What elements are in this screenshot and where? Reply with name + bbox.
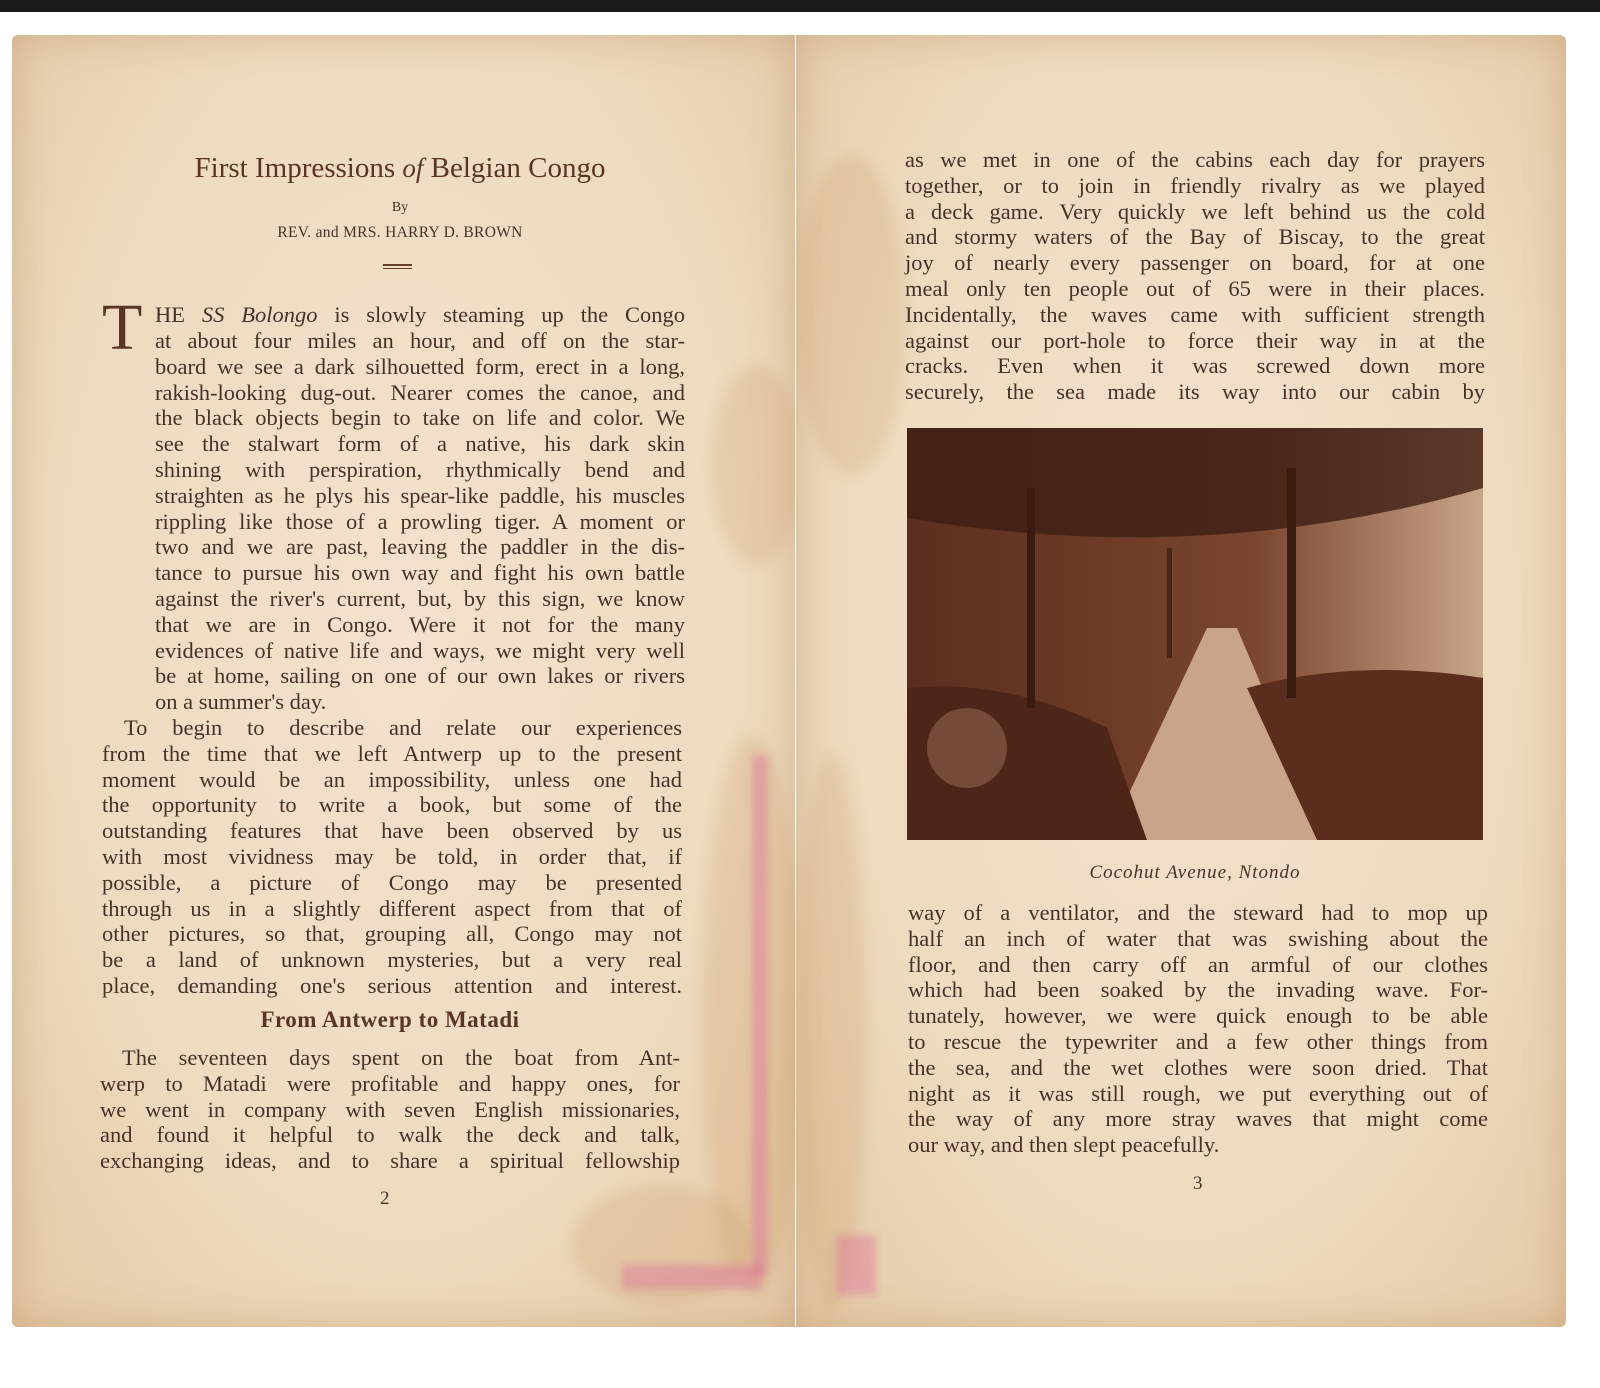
text-line: tance to pursue his own way and fight his own battle xyxy=(155,560,685,586)
title-text: Belgian Congo xyxy=(423,152,606,184)
text-line: on a summer's day. xyxy=(155,689,327,715)
paragraph-1 xyxy=(155,328,685,715)
text-line: straighten as he plys his spear-like paddle, his muscles xyxy=(155,482,685,508)
text-line: rakish-looking dug-out. Nearer comes the canoe, and xyxy=(155,379,685,405)
text-line: exchanging ideas, and to share a spiritual fellowship xyxy=(100,1148,680,1174)
text-line: which had been soaked by the invading wave. For- xyxy=(908,977,1488,1003)
section-heading: From Antwerp to Matadi xyxy=(260,1007,520,1032)
text-line: werp to Matadi were profitable and happy ones, for xyxy=(100,1070,680,1096)
text-line: rippling like those of a prowling tiger. A moment or xyxy=(155,508,685,534)
text-line: outstanding features that have been observed by us xyxy=(102,818,682,844)
text-line: against the river's current, but, by this sign, we know xyxy=(155,585,685,611)
text-line: securely, the sea made its way into our cabin by xyxy=(905,379,1485,405)
text-line: floor, and then carry off an armful of our clothes xyxy=(908,951,1488,977)
page-number: 2 xyxy=(380,1188,390,1209)
photo-caption: Cocohut Avenue, Ntondo xyxy=(1089,862,1301,883)
text-line: possible, a picture of Congo may be presented xyxy=(102,869,682,895)
water-stain xyxy=(712,365,802,565)
text-line: the opportunity to write a book, but some of the xyxy=(102,792,682,818)
text-line: the way of any more stray waves that might come xyxy=(908,1106,1488,1132)
text-line: through us in a slightly different aspect from that of xyxy=(102,895,682,921)
text-line: shining with perspiration, rhythmically bend and xyxy=(155,456,685,482)
text-line: from the time that we left Antwerp up to the present xyxy=(102,740,682,766)
text-line: our way, and then slept peacefully. xyxy=(908,1132,1220,1158)
paragraph-2 xyxy=(102,715,682,999)
text-line: against our port-hole to force their way in at the xyxy=(905,327,1485,353)
text-line: night as it was still rough, we put everything out of xyxy=(908,1080,1488,1106)
text-line: other pictures, so that, grouping all, Congo may not xyxy=(102,921,682,947)
byline-by: By xyxy=(391,200,409,215)
text-span: HE xyxy=(155,302,202,327)
text-line: place, demanding one's serious attention and interest. xyxy=(102,972,682,998)
text-line: see the stalwart form of a native, his dark skin xyxy=(155,431,685,457)
text-line: be a land of unknown mysteries, but a very real xyxy=(102,947,682,973)
text-line: board we see a dark silhouetted form, erect in a long, xyxy=(155,353,685,379)
page-number: 3 xyxy=(1193,1173,1203,1194)
text-line: tunately, however, we were quick enough to be able xyxy=(908,1003,1488,1029)
text-line: as we met in one of the cabins each day for prayers xyxy=(905,147,1485,172)
text-line: and stormy waters of the Bay of Biscay, to the great xyxy=(905,224,1485,250)
text-line: and found it helpful to walk the deck and talk, xyxy=(100,1122,680,1148)
pink-stain xyxy=(836,1235,876,1295)
text-line: moment would be an impossibility, unless one had xyxy=(102,766,682,792)
text-line: at about four miles an hour, and off on the star- xyxy=(155,328,685,353)
text-line: with most vividness may be told, in order that, if xyxy=(102,843,682,869)
text-line: Incidentally, the waves came with sufficient strength xyxy=(905,301,1485,327)
photo-cocohut-avenue xyxy=(907,428,1483,840)
right-top-text xyxy=(905,147,1485,405)
text-line: joy of nearly every passenger on board, for at one xyxy=(905,250,1485,276)
text-line: The seventeen days spent on the boat from Ant- xyxy=(122,1045,680,1070)
drop-cap: T xyxy=(102,291,143,364)
right-bottom-text xyxy=(908,900,1488,1158)
text-span: is slowly steaming up the Congo xyxy=(317,302,685,327)
text-line: cracks. Even when it was screwed down more xyxy=(905,353,1485,379)
text-line: To begin to describe and relate our experiences xyxy=(124,715,682,740)
text-line: way of a ventilator, and the steward had to mop up xyxy=(908,900,1488,925)
paragraph-3 xyxy=(100,1045,680,1174)
title-text: First Impressions xyxy=(194,152,403,184)
title-ornament-rule xyxy=(383,264,412,269)
byline-authors: REV. and MRS. HARRY D. BROWN xyxy=(277,224,523,241)
water-stain xyxy=(796,755,866,1315)
text-line: that we are in Congo. Were it not for the many xyxy=(155,611,685,637)
title-of: of xyxy=(402,153,424,183)
pink-stain xyxy=(752,755,768,1275)
text-line: two and we are past, leaving the paddler in the dis- xyxy=(155,534,685,560)
text-line: meal only ten people out of 65 were in their places. xyxy=(905,275,1485,301)
ship-name: SS Bolongo xyxy=(201,302,318,327)
text-line: be at home, sailing on one of our own lakes or rivers xyxy=(155,663,685,689)
text-line: we went in company with seven English missionaries, xyxy=(100,1096,680,1122)
text-line: to rescue the typewriter and a few other things from xyxy=(908,1028,1488,1054)
text-line: a deck game. Very quickly we left behind us the cold xyxy=(905,198,1485,224)
text-line: the black objects begin to take on life and color. We xyxy=(155,405,685,431)
water-stain xyxy=(796,155,906,475)
text-line: together, or to join in friendly rivalry as we played xyxy=(905,172,1485,198)
scan-top-edge xyxy=(0,0,1600,12)
first-line xyxy=(155,302,685,328)
text-line: evidences of native life and ways, we might very well xyxy=(155,637,685,663)
article-title xyxy=(100,152,700,185)
text-line: the sea, and the wet clothes were soon dried. That xyxy=(908,1054,1488,1080)
pink-stain xyxy=(622,1265,762,1290)
text-line: half an inch of water that was swishing about the xyxy=(908,925,1488,951)
